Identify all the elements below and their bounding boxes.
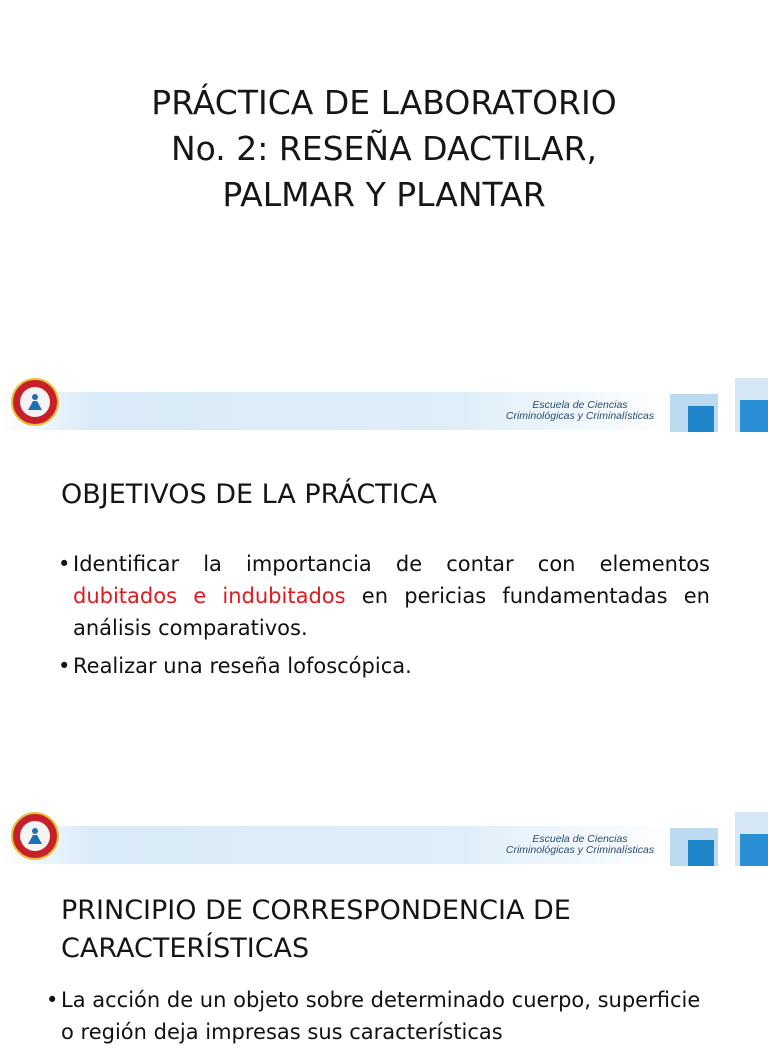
title-slide	[0, 0, 768, 360]
list-item	[46, 984, 706, 1048]
title-line: PRÁCTICA DE LABORATORIO	[151, 83, 617, 122]
school-name-line: Criminológicas y Criminalísticas	[505, 410, 655, 422]
slide-title	[0, 80, 768, 218]
title-line: No. 2: RESEÑA DACTILAR,	[170, 129, 598, 168]
heading-line: CARACTERÍSTICAS	[61, 933, 310, 964]
slide-banner	[0, 378, 768, 434]
bullet-list	[58, 548, 710, 688]
school-name-line: Escuela de Ciencias	[532, 833, 628, 845]
objectives-slide	[0, 360, 768, 800]
university-seal-icon	[11, 378, 59, 426]
section-heading	[61, 892, 571, 968]
school-name	[490, 834, 670, 856]
bullet-text: Identificar la importancia de contar con elementos	[73, 552, 710, 576]
decor-square	[688, 840, 714, 866]
bullet-text: Realizar una reseña lofoscópica.	[73, 654, 412, 678]
bullet-text: La acción de un objeto sobre determinado cuerpo, superficie o región deja impresas sus características	[61, 988, 701, 1044]
bullet-icon: •	[58, 552, 71, 576]
list-item	[58, 548, 710, 644]
bullet-icon: •	[58, 654, 71, 678]
school-name	[490, 400, 670, 422]
decor-square	[740, 834, 768, 866]
bullet-text: en pericias fundamentadas en análisis comparativos.	[73, 584, 710, 640]
university-seal-icon	[11, 812, 59, 860]
bullet-list	[46, 984, 706, 1054]
slide-banner	[0, 812, 768, 868]
decor-square	[688, 406, 714, 432]
bullet-icon: •	[46, 988, 59, 1012]
section-heading: OBJETIVOS DE LA PRÁCTICA	[61, 479, 437, 510]
school-name-line: Criminológicas y Criminalísticas	[505, 844, 655, 856]
title-line: PALMAR Y PLANTAR	[222, 175, 546, 214]
principle-slide	[0, 800, 768, 1044]
school-name-line: Escuela de Ciencias	[532, 399, 628, 411]
highlighted-text: dubitados e indubitados	[73, 584, 346, 608]
heading-line: PRINCIPIO DE CORRESPONDENCIA DE	[61, 895, 571, 926]
decor-square	[740, 400, 768, 432]
list-item	[58, 650, 710, 682]
